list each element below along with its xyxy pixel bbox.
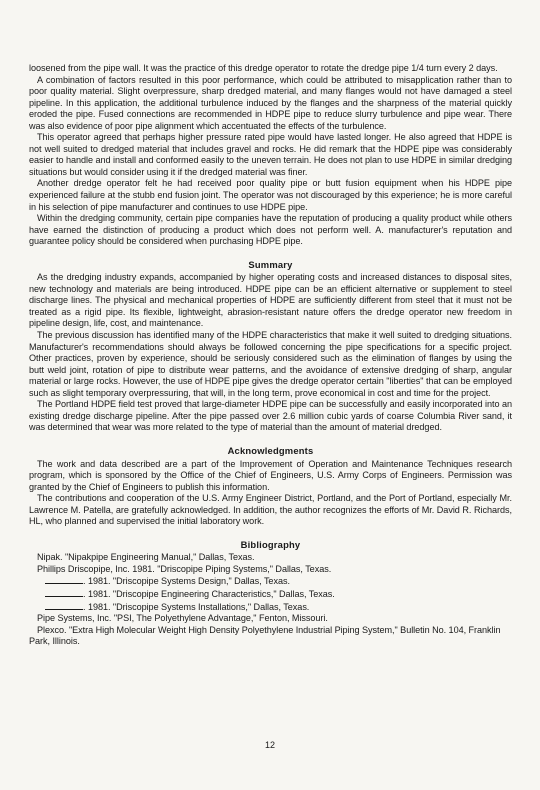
- body-paragraph: A combination of factors resulted in this poor performance, which could be attributed to misapplication rather than to poor quality material. Slight overpressure, sharp dredged material, and many flanges would not have damaged a steel pipeline. In this application, the additional turbulence induced by the flanges and the sharpness of the material quickly eroded the pipe. Fused connections are recommended in HDPE pipe to reduce slurry turbulence and pipe wear. There was also evidence of poor pipe alignment which accentuated the effects of the turbulence.: [29, 74, 512, 131]
- bibliography-entry-text: . 1981. "Driscopipe Systems Installations," Dallas, Texas.: [83, 601, 310, 612]
- ditto-rule: [45, 575, 83, 584]
- bibliography-entry: [29, 588, 512, 601]
- bibliography-entry-text: . 1981. "Driscopipe Systems Design," Dallas, Texas.: [83, 576, 290, 587]
- bibliography-entry: [29, 601, 512, 614]
- page-number: 12: [265, 740, 275, 750]
- bibliography-entry: Phillips Driscopipe, Inc. 1981. "Driscopipe Piping Systems," Dallas, Texas.: [37, 563, 332, 574]
- ditto-rule: [45, 588, 83, 597]
- body-paragraph: loosened from the pipe wall. It was the practice of this dredge operator to rotate the dredge pipe 1/4 turn every 2 days.: [29, 63, 498, 73]
- bibliography-entry-text: . 1981. "Driscopipe Engineering Characteristics," Dallas, Texas.: [83, 588, 335, 599]
- bibliography-entry: [29, 575, 512, 588]
- acknowledgments-paragraph: The work and data described are a part of the Improvement of Operation and Maintenance Techniques research program, which is sponsored by the Office of the Chief of Engineers, U.S. Army Corps of Engineers. Permission was granted by the Chief of Engineers to publish this information.: [29, 458, 512, 492]
- ditto-rule: [45, 601, 83, 610]
- summary-paragraph: As the dredging industry expands, accompanied by higher operating costs and increased distances to disposal sites, new technology and materials are being introduced. HDPE pipe can be an efficient alternative or supplement to steel discharge lines. The physical and mechanical properties of HDPE are sufficiently different from steel that it must not be treated as a rigid pipe. Its flexible, lightweight, abrasion-resistant nature offers the dredge operator new freedom in pipeline design, life, cost, and maintenance.: [29, 272, 512, 329]
- bibliography-entry: Nipak. "Nipakpipe Engineering Manual," Dallas, Texas.: [37, 552, 255, 563]
- body-paragraph: Another dredge operator felt he had received poor quality pipe or butt fusion equipment when his HDPE pipe experienced failure at the stubb end fusion joint. The operator was not discouraged by this experience; he is more careful in his selection of pipe manufacturer and continues to use HDPE pipe.: [29, 178, 512, 212]
- bibliography-entry: Plexco. "Extra High Molecular Weight High Density Polyethylene Industrial Piping System," Bulletin No. 104, Franklin Park, Illinois.: [29, 624, 501, 647]
- bibliography-entry: Pipe Systems, Inc. "PSI, The Polyethylene Advantage," Fenton, Missouri.: [37, 613, 328, 624]
- summary-paragraph: The Portland HDPE field test proved that large-diameter HDPE pipe can be successfully and easily incorporated into an existing dredge discharge pipeline. After the pipe passed over 2.6 million cubic yards of coarse Columbia River sand, it was determined that wear was more related to the type of material than the amount of material dredged.: [29, 399, 512, 433]
- summary-paragraph: The previous discussion has identified many of the HDPE characteristics that make it well suited to dredging situations. Manufacturer's recommendations should always be followed concerning the pipe specifications for a specific project. Other practices, proven by experience, should be seriously considered such as the elimination of flanges by using the butt weld joint, rotation of pipe to distribute wear patterns, and the avoidance of extensive dredging of sharp, angular material or large rocks. However, the use of HDPE pipe gives the dredge operator certain "liberties" that can be employed such as slight temporary overpressuring, that will, in the long term, prove economical in cost and time for the project.: [29, 330, 512, 398]
- body-paragraph: Within the dredging community, certain pipe companies have the reputation of producing a quality product while others have earned the distinction of producing a product which does not perform well. A. manufacturer's reputation and guarantee policy should be considered when purchasing HDPE pipe.: [29, 213, 512, 247]
- summary-heading: Summary: [248, 258, 293, 270]
- acknowledgments-paragraph: The contributions and cooperation of the U.S. Army Engineer District, Portland, and the Port of Portland, especially Mr. Lawrence M. Patella, are gratefully acknowledged. In addition, the author recognizes the efforts of Mr. David R. Richards, HL, who planned and supervised the initial laboratory work.: [29, 493, 512, 527]
- acknowledgments-heading: Acknowledgments: [227, 444, 314, 456]
- body-paragraph: This operator agreed that perhaps higher pressure rated pipe would have lasted longer. He also agreed that HDPE is not well suited to dredged material that includes gravel and rocks. He did remark that the HDPE pipe was considerably easier to handle and install and conformed easily to the uneven terrain. He does not plan to use HDPE in similar dredging situations but would consider using it if the dredged material was finer.: [29, 132, 512, 177]
- bibliography-heading: Bibliography: [240, 538, 301, 550]
